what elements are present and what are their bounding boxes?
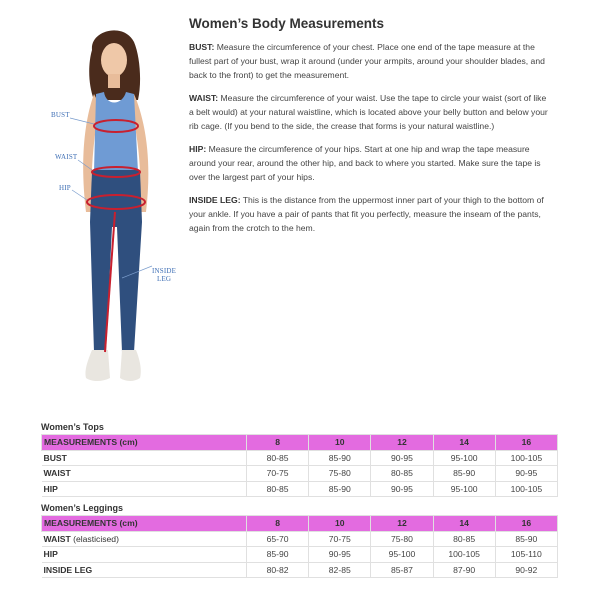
row-label: BUST <box>42 450 247 466</box>
table-row <box>42 562 558 578</box>
leggings-table-title: Women’s Leggings <box>41 503 124 513</box>
woman-illustration <box>34 22 194 402</box>
table-cell: 85-90 <box>495 531 557 547</box>
table-cell: 70-75 <box>309 531 371 547</box>
table-cell: 90-95 <box>495 466 557 482</box>
table-row <box>42 466 558 482</box>
row-label-text: HIP <box>43 549 58 560</box>
bust-term: BUST: <box>189 42 215 52</box>
inside-leg-instructions <box>189 193 549 235</box>
table-cell: 80-85 <box>247 450 309 466</box>
header-cell: 16 <box>495 516 557 532</box>
hip-label: HIP <box>59 184 71 192</box>
header-cell: 14 <box>433 516 495 532</box>
table-row <box>42 450 558 466</box>
waist-term: WAIST: <box>189 93 219 103</box>
table-cell: 100-105 <box>433 547 495 563</box>
hip-term: HIP: <box>189 144 207 154</box>
table-cell: 80-82 <box>247 562 309 578</box>
inside-leg-text: This is the distance from the uppermost inner part of your thigh to the bottom of your ankle. If you have a pair of pants that fit you perfectly, measure the inseam of the pants, again from the crotch to the hem. <box>189 195 544 233</box>
bust-instructions <box>189 40 549 82</box>
row-label-text: WAIST <box>43 533 71 544</box>
table-cell: 82-85 <box>309 562 371 578</box>
guide-title: Women’s Body Measurements <box>189 16 385 31</box>
waist-label: WAIST <box>55 153 78 161</box>
table-cell: 75-80 <box>309 466 371 482</box>
measurement-figure <box>34 22 194 402</box>
leggings-size-table <box>41 515 558 578</box>
table-header-row <box>42 516 558 532</box>
bust-label: BUST <box>51 111 70 119</box>
table-cell: 85-87 <box>371 562 433 578</box>
table-cell: 105-110 <box>495 547 557 563</box>
table-row <box>42 481 558 497</box>
table-cell: 90-92 <box>495 562 557 578</box>
table-cell: 85-90 <box>309 450 371 466</box>
header-cell: MEASUREMENTS (cm) <box>42 516 247 532</box>
header-cell: 16 <box>495 435 557 451</box>
header-cell: 8 <box>247 516 309 532</box>
table-cell: 90-95 <box>371 481 433 497</box>
row-label <box>42 562 247 578</box>
bust-text: Measure the circumference of your chest. Place one end of the tape measure at the fullest part of your bust, wrap it around (under your armpits, around your shoulder blades, and back to the front) to get the measurement. <box>189 42 545 80</box>
table-cell: 95-100 <box>433 481 495 497</box>
table-cell: 95-100 <box>433 450 495 466</box>
row-label-note: (elasticised) <box>70 533 119 544</box>
table-header-row <box>42 435 558 451</box>
waist-instructions <box>189 91 549 133</box>
table-cell: 85-90 <box>309 481 371 497</box>
table-cell: 75-80 <box>371 531 433 547</box>
row-label: HIP <box>42 481 247 497</box>
waist-text: Measure the circumference of your waist. Use the tape to circle your waist (sort of like a belt would) at your natural waistline, which is located above your belly button and below your rib cage. (If you bend to the side, the crease that forms is your natural waistline.) <box>189 93 548 131</box>
hip-text: Measure the circumference of your hips. Start at one hip and wrap the tape measure around your rear, around the other hip, and back to where you started. Make sure the tape is over the largest part of your hips. <box>189 144 541 182</box>
measurement-guide <box>189 16 549 244</box>
table-cell: 80-85 <box>371 466 433 482</box>
table-cell: 100-105 <box>495 481 557 497</box>
table-cell: 100-105 <box>495 450 557 466</box>
table-cell: 95-100 <box>371 547 433 563</box>
table-cell: 80-85 <box>247 481 309 497</box>
row-label-text: INSIDE LEG <box>43 564 93 575</box>
table-row <box>42 531 558 547</box>
row-label <box>42 547 247 563</box>
header-cell: MEASUREMENTS (cm) <box>42 435 247 451</box>
tops-table-title: Women’s Tops <box>41 422 104 432</box>
row-label <box>42 531 247 547</box>
inside-leg-label-line2: LEG <box>156 275 172 283</box>
table-cell: 90-95 <box>309 547 371 563</box>
table-row <box>42 547 558 563</box>
header-cell: 8 <box>247 435 309 451</box>
header-cell: 10 <box>309 435 371 451</box>
inside-leg-term: INSIDE LEG: <box>189 195 241 205</box>
inside-leg-label-line1: INSIDE <box>152 267 177 275</box>
table-cell: 85-90 <box>247 547 309 563</box>
table-cell: 87-90 <box>433 562 495 578</box>
tops-size-table <box>41 434 558 497</box>
table-cell: 85-90 <box>433 466 495 482</box>
header-cell: 14 <box>433 435 495 451</box>
row-label: WAIST <box>42 466 247 482</box>
table-cell: 70-75 <box>247 466 309 482</box>
hip-instructions <box>189 142 549 184</box>
header-cell: 10 <box>309 516 371 532</box>
table-cell: 90-95 <box>371 450 433 466</box>
size-tables <box>41 420 558 578</box>
table-cell: 65-70 <box>247 531 309 547</box>
header-cell: 12 <box>371 435 433 451</box>
inside-leg-label <box>152 267 176 283</box>
table-cell: 80-85 <box>433 531 495 547</box>
header-cell: 12 <box>371 516 433 532</box>
